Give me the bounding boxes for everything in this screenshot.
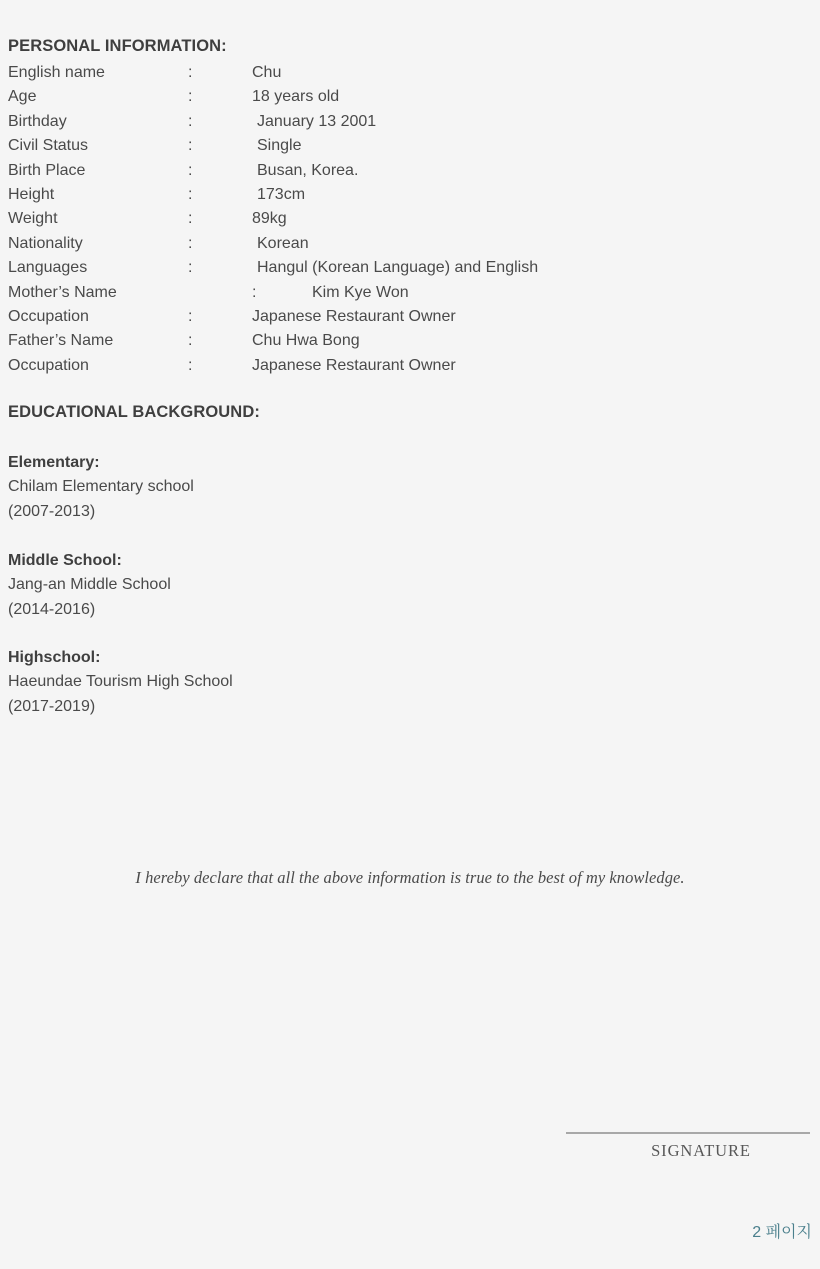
info-row <box>0 354 820 378</box>
info-label: Nationality <box>8 234 83 252</box>
info-colon: : <box>188 88 193 106</box>
info-row <box>0 61 820 85</box>
info-colon: : <box>188 332 193 350</box>
info-row <box>0 134 820 158</box>
education-entry-middle-school <box>8 549 171 622</box>
info-value: 89kg <box>252 210 287 228</box>
info-value: Japanese Restaurant Owner <box>252 356 456 374</box>
info-label: Birth Place <box>8 161 86 179</box>
education-entry-title: Middle School: <box>8 552 122 569</box>
info-value: Korean <box>257 234 309 252</box>
info-label: Age <box>8 88 37 106</box>
info-row <box>0 110 820 134</box>
info-label: Civil Status <box>8 137 89 155</box>
info-value: 18 years old <box>252 88 340 106</box>
education-entry-highschool <box>8 646 233 719</box>
educational-background-heading: EDUCATIONAL BACKGROUND: <box>8 403 260 421</box>
info-row <box>0 159 820 183</box>
info-value: 173cm <box>257 185 306 203</box>
education-entry-years: (2007-2013) <box>8 502 96 520</box>
education-entry-elementary <box>8 451 194 524</box>
info-value: Chu Hwa Bong <box>252 332 360 350</box>
info-value: January 13 2001 <box>257 112 377 130</box>
info-value: Japanese Restaurant Owner <box>252 307 456 325</box>
info-row <box>0 85 820 109</box>
info-row <box>0 256 820 280</box>
info-label: Height <box>8 185 55 203</box>
info-value: Hangul (Korean Language) and English <box>257 259 539 277</box>
info-label: Languages <box>8 259 88 277</box>
declaration-statement: I hereby declare that all the above information is true to the best of my knowledge. <box>135 868 685 887</box>
info-colon: : <box>188 234 193 252</box>
education-entry-years: (2017-2019) <box>8 697 96 715</box>
info-row <box>0 329 820 353</box>
info-value: Kim Kye Won <box>312 283 409 301</box>
info-row <box>0 232 820 256</box>
info-colon: : <box>188 210 193 228</box>
education-entry-school: Chilam Elementary school <box>8 478 194 496</box>
education-entry-title: Highschool: <box>8 649 101 666</box>
info-label: Father’s Name <box>8 332 114 350</box>
info-label: Mother’s Name <box>8 283 117 301</box>
education-entry-school: Jang-an Middle School <box>8 576 171 594</box>
info-value: Chu <box>252 64 282 81</box>
info-colon: : <box>188 137 193 155</box>
info-colon: : <box>188 307 193 325</box>
info-label: Birthday <box>8 112 67 130</box>
info-colon: : <box>252 283 257 301</box>
personal-information-list <box>0 61 820 378</box>
info-colon: : <box>188 64 193 81</box>
info-label: Weight <box>8 210 58 228</box>
info-row <box>0 183 820 207</box>
info-colon: : <box>188 112 193 130</box>
personal-information-heading: PERSONAL INFORMATION: <box>8 37 227 55</box>
education-entry-years: (2014-2016) <box>8 600 96 618</box>
signature-label: SIGNATURE <box>651 1141 751 1160</box>
info-label: Occupation <box>8 356 89 374</box>
signature-area <box>566 1132 810 1161</box>
page-number-footer: 2 페이지 <box>752 1224 812 1241</box>
info-colon: : <box>188 259 193 277</box>
info-row <box>0 281 820 305</box>
info-row <box>0 305 820 329</box>
info-colon: : <box>188 356 193 374</box>
info-value: Single <box>257 137 302 155</box>
info-label: Occupation <box>8 307 89 325</box>
info-row <box>0 207 820 231</box>
info-value: Busan, Korea. <box>257 161 359 179</box>
education-entry-title: Elementary: <box>8 454 100 471</box>
info-colon: : <box>188 185 193 203</box>
education-entry-school: Haeundae Tourism High School <box>8 673 233 691</box>
info-colon: : <box>188 161 193 179</box>
info-label: English name <box>8 64 105 81</box>
